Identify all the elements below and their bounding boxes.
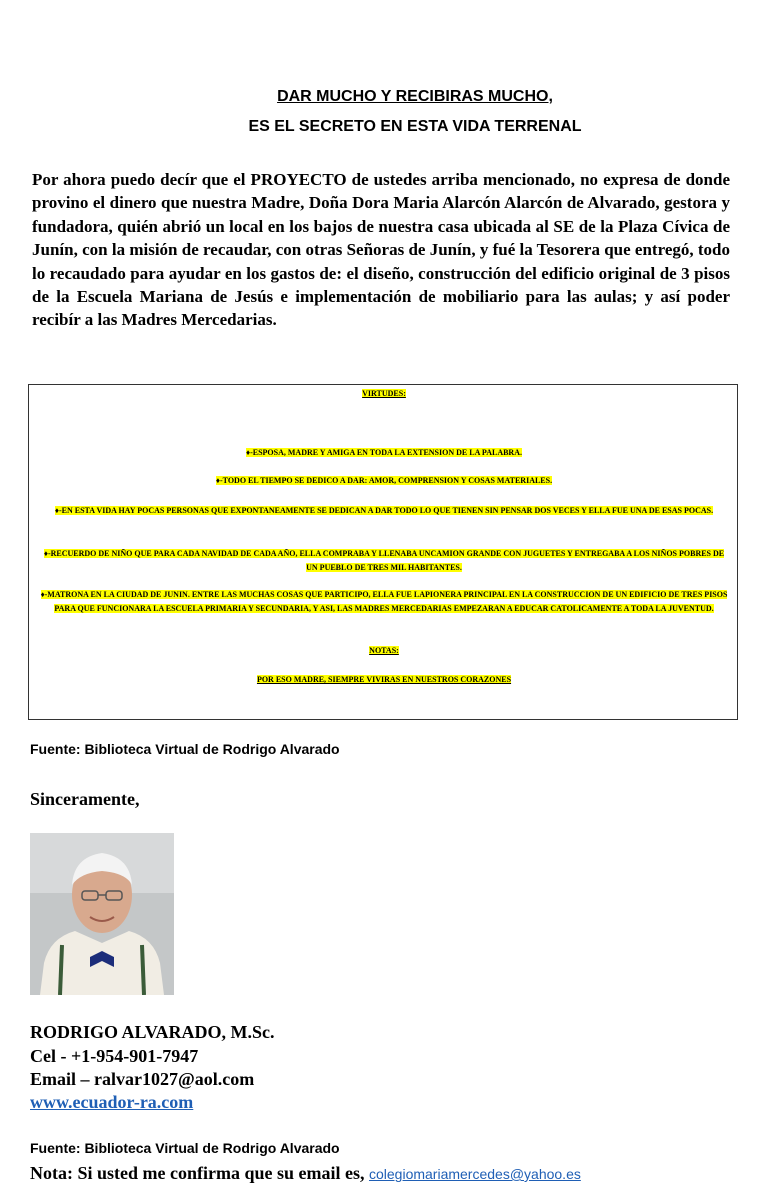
signature-phone: Cel - +1-954-901-7947 xyxy=(30,1046,199,1066)
heading-line-1: DAR MUCHO Y RECIBIRAS MUCHO, xyxy=(277,88,553,105)
virtue-item: ♦-TODO EL TIEMPO SE DEDICO A DAR: AMOR, COMPRENSION Y COSAS MATERIALES. xyxy=(215,476,553,485)
source-credit: Fuente: Biblioteca Virtual de Rodrigo Alvarado xyxy=(30,741,340,757)
virtue-item: ♦-MATRONA EN LA CIUDAD DE JUNIN. ENTRE LAS MUCHAS COSAS QUE PARTICIPO, ELLA FUE LAPIONERA PRINCIPAL EN LA CONSTRUCCION DE UN EDIFICIO DE TRES PISOS PARA QUE FUNCIONARA LA ESCUELA PRIMARIA Y SECUNDARIA, Y ASI, LAS MADRES MERCEDARIAS EMPEZARAN A EDUCAR CATOLICAMENTE A TODA LA JUVENTUD. xyxy=(40,590,728,613)
virtue-item: ♦-ESPOSA, MADRE Y AMIGA EN TODA LA EXTENSION DE LA PALABRA. xyxy=(246,448,522,457)
note-email-link[interactable]: colegiomariamercedes@yahoo.es xyxy=(368,1166,581,1182)
website-link[interactable]: www.ecuador-ra.com xyxy=(30,1092,194,1112)
virtues-box xyxy=(28,384,738,720)
intro-paragraph: Por ahora puedo decír que el PROYECTO de ustedes arriba mencionado, no expresa de donde provino el dinero que nuestra Madre, Doña Dora Maria Alarcón Alarcón de Alvarado, gestora y fundadora, quién abrió un local en los bajos de nuestra casa ubicada al SE de la Plaza Cívica de Junín, con la misión de recaudar, con otras Señoras de Junín, y fué la Tesorera que entregó, todo lo recaudado para ayudar en los gastos de: el diseño, construcción del edificio original de 3 pisos de la Escuela Mariana de Jesús e implementación de mobiliario para las aulas; y así poder recibír a las Madres Mercedarias. xyxy=(32,170,730,330)
note-text: Nota: Si usted me confirma que su email es, xyxy=(30,1163,365,1183)
virtues-title: VIRTUDES: xyxy=(362,389,406,398)
notes-title: NOTAS: xyxy=(369,646,399,655)
virtue-item: ♦-EN ESTA VIDA HAY POCAS PERSONAS QUE EXPONTANEAMENTE SE DEDICAN A DAR TODO LO QUE TIENEN SIN PENSAR DOS VECES Y ELLA FUE UNA DE ESAS POCAS. xyxy=(54,506,714,515)
signature-email: Email – ralvar1027@aol.com xyxy=(30,1069,255,1089)
virtue-item: ♦-RECUERDO DE NIÑO QUE PARA CADA NAVIDAD DE CADA AÑO, ELLA COMPRABA Y LLENABA UNCAMION GRANDE CON JUGUETES Y ENTREGABA A LOS NIÑOS POBRES DE UN PUEBLO DE TRES MIL HABITANTES. xyxy=(43,549,725,572)
note-line xyxy=(30,1163,581,1184)
salutation: Sinceramente, xyxy=(30,789,140,809)
source-credit: Fuente: Biblioteca Virtual de Rodrigo Alvarado xyxy=(30,1140,340,1156)
author-photo xyxy=(30,833,174,995)
heading-line-2: ES EL SECRETO EN ESTA VIDA TERRENAL xyxy=(248,118,582,135)
closing-line: POR ESO MADRE, SIEMPRE VIVIRAS EN NUESTROS CORAZONES xyxy=(256,675,512,684)
signature-name: RODRIGO ALVARADO, M.Sc. xyxy=(30,1022,275,1042)
